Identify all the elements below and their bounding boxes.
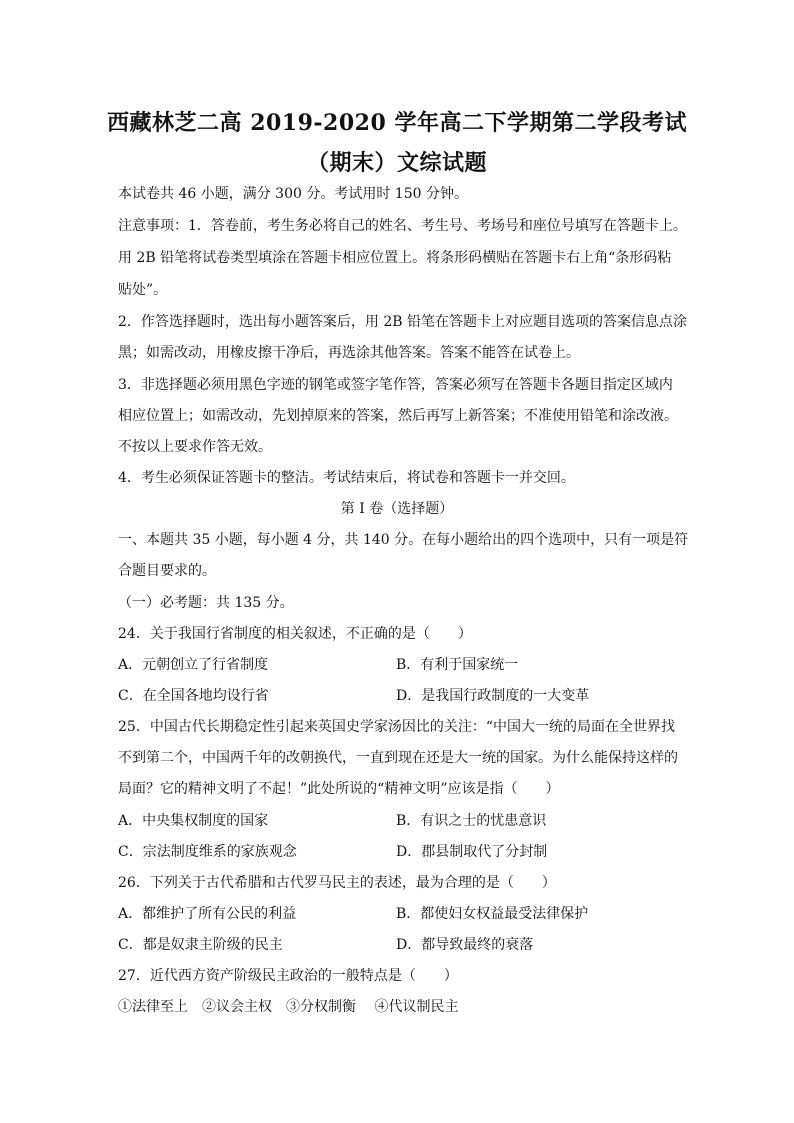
question-25-option-c: C．宗法制度维系的家族观念 [118, 844, 297, 860]
question-26-option-b: B．都使妇女权益最受法律保护 [396, 906, 589, 922]
question-27-stem: 27．近代西方资产阶级民主政治的一般特点是（ ） [118, 968, 458, 984]
question-24-option-a: A．元朝创立了行省制度 [118, 657, 269, 673]
question-25-stem: 25．中国古代长期稳定性引起来英国史学家汤因比的关注：“中国大一统的局面在全世界找 [118, 719, 675, 735]
question-24-option-b: B．有利于国家统一 [396, 657, 519, 673]
notes-line: 相应位置上；如需改动，先划掉原来的答案，然后再写上新答案；不准使用铅笔和涂改液。 [118, 408, 678, 424]
question-25-stem: 不到第二个，中国两千年的改朝换代，一直到现在还是大一统的国家。为什么能保持这样的 [118, 750, 678, 766]
notes-line: 4．考生必须保证答题卡的整洁。考试结束后，将试卷和答题卡一并交回。 [118, 470, 575, 486]
question-26-option-d: D．都导致最终的衰落 [396, 937, 534, 953]
notes-line: 贴处”。 [118, 282, 168, 298]
question-24-stem: 24．关于我国行省制度的相关叙述，不正确的是（ ） [118, 626, 472, 642]
notes-line: 2．作答选择题时，选出每小题答案后，用 2B 铅笔在答题卡上对应题目选项的答案信息点涂 [118, 314, 688, 330]
part-instructions: 合题目要求的。 [118, 563, 216, 579]
question-26-option-c: C．都是奴隶主阶级的民主 [118, 937, 283, 953]
notes-line: 不按以上要求作答无效。 [118, 439, 272, 455]
part-instructions: 一、本题共 35 小题，每小题 4 分，共 140 分。在每小题给出的四个选项中，只有一项是符 [118, 532, 689, 548]
question-24-option-c: C．在全国各地均设行省 [118, 688, 269, 704]
question-25-option-a: A．中央集权制度的国家 [118, 813, 269, 829]
notes-line: 注意事项：1．答卷前，考生务必将自己的姓名、考生号、考场号和座位号填写在答题卡上。 [118, 218, 687, 234]
question-27-items: ①法律至上 ②议会主权 ③分权制衡 ④代议制民主 [118, 999, 459, 1015]
exam-title-line1: 西藏林芝二高 2019-2020 学年高二下学期第二学段考试 [107, 110, 687, 136]
exam-intro: 本试卷共 46 小题，满分 300 分。考试用时 150 分钟。 [118, 186, 468, 202]
section-title: 第 I 卷（选择题） [340, 501, 454, 517]
notes-line: 黑；如需改动，用橡皮擦干净后，再选涂其他答案。答案不能答在试卷上。 [118, 345, 580, 361]
notes-line: 用 2B 铅笔将试卷类型填涂在答题卡相应位置上。将条形码横贴在答题卡右上角“条形码粘 [118, 250, 672, 266]
question-26-stem: 26．下列关于古代希腊和古代罗马民主的表述，最为合理的是（ ） [118, 875, 556, 891]
question-25-option-b: B．有识之士的忧患意识 [396, 813, 547, 829]
question-25-option-d: D．郡县制取代了分封制 [396, 844, 548, 860]
question-25-stem: 局面？它的精神文明了不起！”此处所说的“精神文明”应该是指（ ） [118, 781, 560, 797]
exam-title-line2: （期末）文综试题 [306, 150, 487, 176]
notes-line: 3．非选择题必须用黑色字迹的钢笔或签字笔作答，答案必须写在答题卡各题目指定区域内 [118, 377, 673, 393]
question-26-option-a: A．都维护了所有公民的利益 [118, 906, 297, 922]
question-24-option-d: D．是我国行政制度的一大变革 [396, 688, 590, 704]
required-header: （一）必考题：共 135 分。 [118, 595, 294, 611]
